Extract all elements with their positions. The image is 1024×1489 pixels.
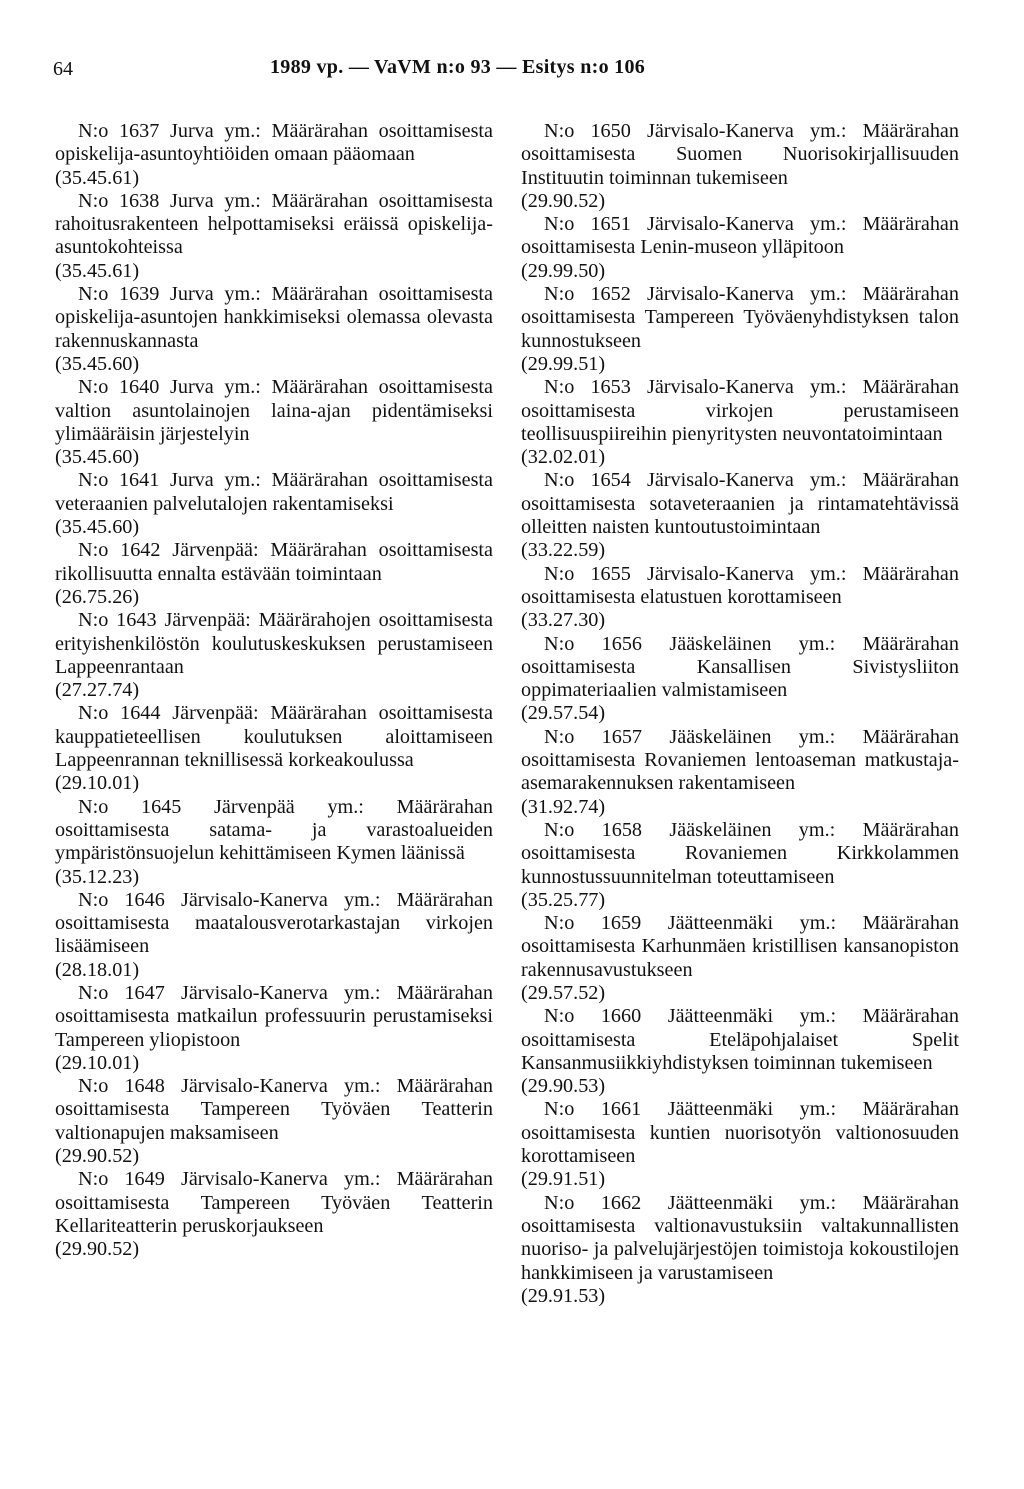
- left-column: [55, 120, 493, 1262]
- motion-entry-text: N:o 1643 Järvenpää: Määrärahojen osoittamisesta erityishenkilöstön koulutuskeskuksen perustamiseen Lappeenrantaan: [55, 609, 493, 678]
- budget-item-code: (27.27.74): [55, 679, 140, 702]
- motion-entry-text: N:o 1640 Jurva ym.: Määrärahan osoittamisesta valtion asuntolainojen laina-ajan pidentämiseksi ylimääräisin järjestelyin: [55, 376, 493, 445]
- page-number: 64: [53, 58, 73, 80]
- budget-item-code: (29.90.52): [521, 189, 606, 212]
- budget-item-code: (33.22.59): [521, 539, 606, 562]
- budget-item-code: (29.90.53): [521, 1075, 606, 1098]
- budget-item-code: (35.25.77): [521, 888, 606, 911]
- budget-item-code: (29.91.51): [521, 1168, 606, 1191]
- motion-entry-text: N:o 1646 Järvisalo-Kanerva ym.: Määrärahan osoittamisesta maatalousverotarkastajan virkojen lisäämiseen: [55, 888, 493, 958]
- motion-entry-text: N:o 1652 Järvisalo-Kanerva ym.: Määrärahan osoittamisesta Tampereen Työväenyhdistyksen talon kunnostukseen: [521, 283, 959, 352]
- budget-item-code: (35.45.60): [55, 446, 140, 469]
- motion-entry-text: N:o 1650 Järvisalo-Kanerva ym.: Määrärahan osoittamisesta Suomen Nuorisokirjallisuuden Instituutin toiminnan tukemiseen: [521, 120, 959, 189]
- motion-entry: [55, 889, 493, 982]
- motion-entry-text: N:o 1651 Järvisalo-Kanerva ym.: Määrärahan osoittamisesta Lenin-museon ylläpitoon: [521, 213, 959, 259]
- motion-entry: [521, 1192, 959, 1308]
- budget-item-code: (33.27.30): [521, 609, 606, 632]
- motion-entry-text: N:o 1661 Jäätteenmäki ym.: Määrärahan osoittamisesta kuntien nuorisotyön valtionosuuden korottamiseen: [521, 1098, 959, 1168]
- motion-entry-text: N:o 1659 Jäätteenmäki ym.: Määrärahan osoittamisesta Karhunmäen kristillisen kansanopiston rakennusavustukseen: [521, 912, 959, 981]
- budget-item-code: (31.92.74): [521, 795, 606, 818]
- motion-entry: [521, 563, 959, 633]
- motion-entry-text: N:o 1657 Jääskeläinen ym.: Määrärahan osoittamisesta Rovaniemen lentoaseman matkustaja-asemarakennuksen rakentamiseen: [521, 725, 959, 795]
- motion-entry: [521, 1005, 959, 1098]
- budget-item-code: (35.45.60): [55, 352, 140, 375]
- motion-entry: [55, 796, 493, 889]
- motion-entry-text: N:o 1658 Jääskeläinen ym.: Määrärahan osoittamisesta Rovaniemen Kirkkolammen kunnostussuunnitelman toteuttamiseen: [521, 818, 959, 888]
- motion-entry-text: N:o 1637 Jurva ym.: Määrärahan osoittamisesta opiskelija-asuntoyhtiöiden omaan pääomaan: [55, 120, 493, 166]
- budget-item-code: (35.12.23): [55, 865, 140, 888]
- motion-entry: [55, 1075, 493, 1168]
- budget-item-code: (29.99.51): [521, 352, 606, 375]
- budget-item-code: (29.90.52): [55, 1145, 140, 1168]
- motion-entry: [55, 702, 493, 795]
- budget-item-code: (29.99.50): [521, 259, 606, 282]
- motion-entry-text: N:o 1649 Järvisalo-Kanerva ym.: Määrärahan osoittamisesta Tampereen Työväen Teatterin Kellariteatterin peruskorjaukseen: [55, 1168, 493, 1237]
- budget-item-code: (29.91.53): [521, 1284, 606, 1307]
- motion-entry-text: N:o 1656 Jääskeläinen ym.: Määrärahan osoittamisesta Kansallisen Sivistysliiton oppimateriaalien valmistamiseen: [521, 632, 959, 702]
- budget-item-code: (29.10.01): [55, 772, 140, 795]
- budget-item-code: (28.18.01): [55, 958, 140, 981]
- motion-entry: [521, 283, 959, 376]
- budget-item-code: (29.10.01): [55, 1051, 140, 1074]
- motion-entry: [55, 283, 493, 376]
- motion-entry: [55, 469, 493, 539]
- motion-entry-text: N:o 1642 Järvenpää: Määrärahan osoittamisesta rikollisuutta ennalta estävään toimintaan: [55, 539, 493, 585]
- motion-entry: [55, 376, 493, 469]
- motion-entry: [521, 633, 959, 726]
- motion-entry-text: N:o 1653 Järvisalo-Kanerva ym.: Määrärahan osoittamisesta virkojen perustamiseen teollisuuspiireihin pienyritysten neuvontatoimintaan: [521, 376, 959, 445]
- motion-entry-text: N:o 1654 Järvisalo-Kanerva ym.: Määrärahan osoittamisesta sotaveteraanien ja rintamatehtävissä olleitten naisten kuntoutustoimintaan: [521, 469, 959, 539]
- motion-entry-text: N:o 1655 Järvisalo-Kanerva ym.: Määrärahan osoittamisesta elatustuen korottamiseen: [521, 562, 959, 608]
- motion-entry: [521, 376, 959, 469]
- budget-item-code: (29.90.52): [55, 1238, 140, 1261]
- right-column: [521, 120, 959, 1308]
- motion-entry-text: N:o 1660 Jäätteenmäki ym.: Määrärahan osoittamisesta Eteläpohjalaiset Spelit Kansanmusiikkiyhdistyksen toiminnan tukemiseen: [521, 1005, 959, 1074]
- motion-entry: [55, 982, 493, 1075]
- running-head: 1989 vp. — VaVM n:o 93 — Esitys n:o 106: [270, 56, 646, 78]
- budget-item-code: (35.45.60): [55, 516, 140, 539]
- motion-entry-text: N:o 1662 Jäätteenmäki ym.: Määrärahan osoittamisesta valtionavustuksiin valtakunnallisten nuoriso- ja palvelujärjestöjen toimistoja kokoustilojen hankkimiseen ja varustamiseen: [521, 1191, 959, 1284]
- motion-entry: [521, 1098, 959, 1191]
- motion-entry-text: N:o 1648 Järvisalo-Kanerva ym.: Määrärahan osoittamisesta Tampereen Työväen Teatterin valtionapujen maksamiseen: [55, 1075, 493, 1144]
- budget-item-code: (29.57.54): [521, 702, 606, 725]
- motion-entry: [55, 1168, 493, 1261]
- budget-item-code: (32.02.01): [521, 446, 606, 469]
- budget-item-code: (29.57.52): [521, 981, 606, 1004]
- motion-entry-text: N:o 1645 Järvenpää ym.: Määrärahan osoittamisesta satama- ja varastoalueiden ympäristönsuojelun kehittämiseen Kymen läänissä: [55, 795, 493, 865]
- budget-item-code: (26.75.26): [55, 585, 140, 608]
- motion-entry-text: N:o 1639 Jurva ym.: Määrärahan osoittamisesta opiskelija-asuntojen hankkimiseksi olemassa olevasta rakennuskannasta: [55, 283, 493, 352]
- motion-entry-text: N:o 1638 Jurva ym.: Määrärahan osoittamisesta rahoitusrakenteen helpottamiseksi eräissä opiskelija-asuntokohteissa: [55, 189, 493, 259]
- motion-entry-text: N:o 1641 Jurva ym.: Määrärahan osoittamisesta veteraanien palvelutalojen rakentamiseksi: [55, 469, 493, 515]
- motion-entry: [55, 190, 493, 283]
- budget-item-code: (35.45.61): [55, 166, 140, 189]
- motion-entry: [55, 609, 493, 702]
- motion-entry: [521, 912, 959, 1005]
- motion-entry-text: N:o 1644 Järvenpää: Määrärahan osoittamisesta kauppatieteellisen koulutuksen aloittamiseen Lappeenrannan teknillisessä korkeakoulussa: [55, 702, 493, 772]
- motion-entry: [521, 120, 959, 213]
- motion-entry-text: N:o 1647 Järvisalo-Kanerva ym.: Määrärahan osoittamisesta matkailun professuurin perustamiseksi Tampereen yliopistoon: [55, 981, 493, 1051]
- motion-entry: [521, 726, 959, 819]
- budget-item-code: (35.45.61): [55, 259, 140, 282]
- motion-entry: [55, 120, 493, 190]
- motion-entry: [521, 213, 959, 283]
- motion-entry: [521, 469, 959, 562]
- motion-entry: [521, 819, 959, 912]
- motion-entry: [55, 539, 493, 609]
